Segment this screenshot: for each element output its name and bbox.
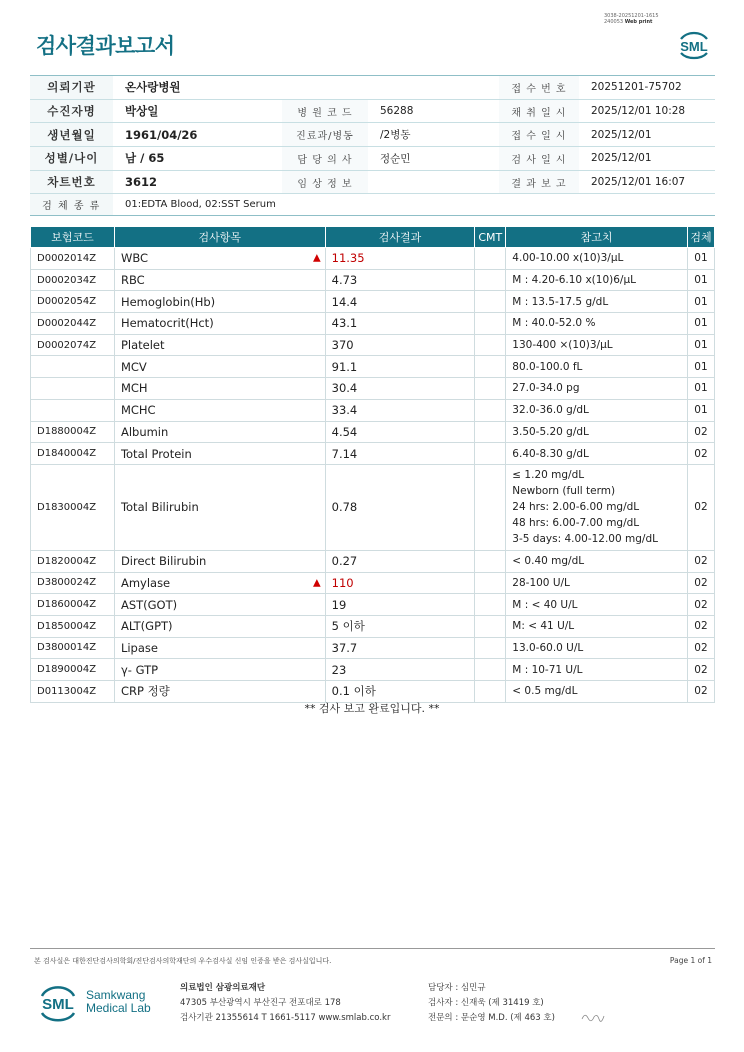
specimen-cell: 01	[687, 399, 714, 421]
reference-range-cell: 4.00-10.00 x(10)3/μL	[506, 248, 688, 270]
cmt-cell	[475, 637, 506, 659]
specimen-cell: 01	[687, 378, 714, 400]
clinical-label: 임 상 정 보	[282, 171, 368, 194]
insurance-code-cell: D0002074Z	[31, 334, 115, 356]
doctor-value: 정순민	[380, 152, 411, 165]
result-value-cell: 0.1 이하	[325, 681, 475, 703]
test-date-value: 2025/12/01	[591, 152, 652, 165]
result-value-cell: 43.1	[325, 313, 475, 335]
cmt-cell	[475, 572, 506, 594]
test-item-cell	[114, 378, 325, 400]
specimen-cell: 02	[687, 637, 714, 659]
test-date-label: 검 사 일 시	[499, 147, 579, 170]
specimen-cell: 01	[687, 334, 714, 356]
report-value: 2025/12/01 16:07	[591, 176, 686, 189]
header-code: 보험코드	[31, 227, 115, 248]
insurance-code-cell	[31, 378, 115, 400]
info-row-dob	[30, 123, 715, 147]
reference-range-cell: 32.0-36.0 g/dL	[506, 399, 688, 421]
result-value-cell: 110	[325, 572, 475, 594]
insurance-code-cell: D1860004Z	[31, 594, 115, 616]
insurance-code-cell: D1830004Z	[31, 464, 115, 550]
cmt-cell	[475, 594, 506, 616]
name-label: 수진자명	[30, 100, 113, 123]
result-value-cell: 4.54	[325, 421, 475, 443]
test-item-name: AST(GOT)	[120, 597, 178, 612]
report-id-line2	[604, 19, 694, 25]
receipt-date-value: 2025/12/01	[591, 128, 652, 141]
test-item-cell	[114, 248, 325, 270]
sex-age-value: 남 / 65	[125, 151, 165, 166]
dob-value: 1961/04/26	[125, 127, 198, 142]
test-item-name: ALT(GPT)	[120, 619, 173, 634]
test-item-cell	[114, 334, 325, 356]
test-item-cell	[114, 550, 325, 572]
table-row	[31, 421, 715, 443]
test-item-name: MCHC	[120, 403, 156, 418]
reference-range-cell: M : 4.20-6.10 x(10)6/μL	[506, 269, 688, 291]
specimen-cell: 02	[687, 615, 714, 637]
table-row	[31, 659, 715, 681]
specimen-cell: 01	[687, 291, 714, 313]
insurance-code-cell: D1880004Z	[31, 421, 115, 443]
footer-divider	[30, 948, 715, 949]
test-item-cell	[114, 269, 325, 291]
cmt-cell	[475, 248, 506, 270]
test-item-name: Hematocrit(Hct)	[120, 316, 214, 331]
table-row	[31, 594, 715, 616]
cmt-cell	[475, 464, 506, 550]
patient-info-table	[30, 75, 715, 216]
header-specimen: 검체	[687, 227, 714, 248]
reference-range-cell: M : < 40 U/L	[506, 594, 688, 616]
insurance-code-cell	[31, 356, 115, 378]
reference-range-cell: M : 13.5-17.5 g/dL	[506, 291, 688, 313]
sml-logo-icon	[675, 26, 713, 62]
test-item-cell	[114, 637, 325, 659]
results-table	[30, 226, 715, 703]
reference-range-cell: M: < 41 U/L	[506, 615, 688, 637]
test-item-name: RBC	[120, 273, 145, 288]
reference-range-cell: < 0.5 mg/dL	[506, 681, 688, 703]
test-item-cell	[114, 421, 325, 443]
specimen-cell: 02	[687, 572, 714, 594]
header-item: 검사항목	[114, 227, 325, 248]
clinical-value	[368, 171, 499, 194]
reference-range-cell: M : 40.0-52.0 %	[506, 313, 688, 335]
sml-footer-logo-icon	[36, 980, 80, 1024]
table-row	[31, 248, 715, 270]
test-item-cell	[114, 356, 325, 378]
cmt-cell	[475, 659, 506, 681]
insurance-code-cell: D0002014Z	[31, 248, 115, 270]
staff-manager: 담당자 : 심민규	[428, 983, 486, 993]
collect-value: 2025/12/01 10:28	[591, 105, 686, 118]
report-id-number: 240053	[604, 19, 624, 25]
info-row-specimen	[30, 194, 715, 216]
reference-line: 48 hrs: 6.00-7.00 mg/dL	[512, 517, 640, 530]
header-result: 검사결과	[325, 227, 475, 248]
table-row	[31, 615, 715, 637]
specimen-cell: 01	[687, 269, 714, 291]
sex-age-label: 성별/나이	[30, 147, 113, 170]
test-item-cell	[114, 659, 325, 681]
reference-range-cell: M : 10-71 U/L	[506, 659, 688, 681]
org-contact: 검사기관 21355614 T 1661-5117 www.smlab.co.kr	[180, 1013, 391, 1023]
report-label: 결 과 보 고	[499, 171, 579, 194]
doctor-label: 담 당 의 사	[282, 147, 368, 170]
table-row	[31, 572, 715, 594]
result-value-cell: 11.35	[325, 248, 475, 270]
high-flag-icon: ▲	[312, 577, 321, 589]
table-row	[31, 378, 715, 400]
chart-value: 3612	[125, 175, 158, 190]
logo-text: SML	[680, 39, 708, 54]
high-flag-icon: ▲	[312, 252, 321, 264]
reference-range-cell: 6.40-8.30 g/dL	[506, 443, 688, 465]
table-row	[31, 443, 715, 465]
test-item-cell	[114, 464, 325, 550]
dob-label: 생년월일	[30, 123, 113, 146]
info-row-hospital	[30, 76, 715, 100]
signature-icon	[580, 1010, 606, 1024]
specimen-cell: 02	[687, 443, 714, 465]
test-item-name: Total Bilirubin	[120, 500, 199, 515]
insurance-code-cell: D1850004Z	[31, 615, 115, 637]
reference-range-cell	[506, 464, 688, 550]
result-value-cell: 23	[325, 659, 475, 681]
hosp-code-value: 56288	[380, 105, 414, 118]
cmt-cell	[475, 681, 506, 703]
collect-label: 채 취 일 시	[499, 100, 579, 123]
test-item-cell	[114, 594, 325, 616]
specimen-label: 검 체 종 류	[30, 194, 113, 215]
specimen-cell: 01	[687, 313, 714, 335]
result-value-cell: 0.27	[325, 550, 475, 572]
table-row	[31, 334, 715, 356]
chart-label: 차트번호	[30, 171, 113, 194]
specimen-cell: 02	[687, 550, 714, 572]
specimen-value: 01:EDTA Blood, 02:SST Serum	[125, 199, 276, 211]
test-item-cell	[114, 572, 325, 594]
insurance-code-cell: D3800024Z	[31, 572, 115, 594]
result-value-cell: 14.4	[325, 291, 475, 313]
table-row	[31, 356, 715, 378]
test-item-name: Amylase	[120, 575, 171, 590]
report-complete-text: ** 검사 보고 완료입니다. **	[304, 702, 440, 715]
result-value-cell: 30.4	[325, 378, 475, 400]
report-id-line1: 3038-20251201-1615	[604, 13, 659, 19]
table-row	[31, 269, 715, 291]
test-item-cell	[114, 615, 325, 637]
cmt-cell	[475, 334, 506, 356]
web-print-label: Web print	[624, 19, 653, 25]
receipt-date-label: 접 수 일 시	[499, 123, 579, 146]
test-item-name: Platelet	[120, 338, 165, 353]
table-row	[31, 399, 715, 421]
specimen-cell: 02	[687, 594, 714, 616]
results-body	[31, 248, 715, 703]
header-cmt: CMT	[475, 227, 506, 248]
specimen-cell: 02	[687, 681, 714, 703]
cmt-cell	[475, 356, 506, 378]
cmt-cell	[475, 421, 506, 443]
insurance-code-cell: D1820004Z	[31, 550, 115, 572]
staff-tester: 검사자 : 신재욱 (제 31419 호)	[428, 998, 544, 1008]
org-name: 의료법인 삼광의료재단	[180, 983, 266, 993]
page-number: Page 1 of 1	[669, 956, 712, 965]
insurance-code-cell: D0002034Z	[31, 269, 115, 291]
cmt-cell	[475, 313, 506, 335]
test-item-name: Direct Bilirubin	[120, 554, 207, 569]
hosp-code-label: 병 원 코 드	[282, 100, 368, 123]
table-row	[31, 550, 715, 572]
receipt-no-label: 접 수 번 호	[499, 76, 579, 99]
results-header-row	[31, 227, 715, 248]
report-id-code	[604, 13, 694, 25]
result-value-cell: 370	[325, 334, 475, 356]
cmt-cell	[475, 269, 506, 291]
test-item-name: Albumin	[120, 424, 169, 439]
hospital-label: 의뢰기관	[30, 76, 113, 99]
dept-value: /2병동	[380, 129, 411, 142]
cmt-cell	[475, 378, 506, 400]
specimen-cell: 01	[687, 248, 714, 270]
test-item-cell	[114, 313, 325, 335]
insurance-code-cell: D0002044Z	[31, 313, 115, 335]
table-row	[31, 464, 715, 550]
receipt-no-value: 20251201-75702	[591, 81, 682, 94]
cmt-cell	[475, 399, 506, 421]
test-item-name: Hemoglobin(Hb)	[120, 294, 216, 309]
reference-line: 3-5 days: 4.00-12.00 mg/dL	[512, 533, 658, 546]
result-value-cell: 37.7	[325, 637, 475, 659]
info-row-chart	[30, 171, 715, 195]
footer-logo-text: SML	[42, 996, 74, 1013]
test-item-cell	[114, 443, 325, 465]
insurance-code-cell: D3800014Z	[31, 637, 115, 659]
reference-range-cell: < 0.40 mg/dL	[506, 550, 688, 572]
dept-label: 진료과/병동	[282, 123, 368, 146]
result-value-cell: 5 이하	[325, 615, 475, 637]
test-item-name: MCV	[120, 359, 147, 374]
result-value-cell: 7.14	[325, 443, 475, 465]
table-row	[31, 637, 715, 659]
result-value-cell: 33.4	[325, 399, 475, 421]
page-title: 검사결과보고서	[36, 34, 175, 58]
cmt-cell	[475, 291, 506, 313]
insurance-code-cell: D1890004Z	[31, 659, 115, 681]
test-item-cell	[114, 399, 325, 421]
test-item-name: MCH	[120, 381, 148, 396]
test-item-cell	[114, 291, 325, 313]
reference-line: 24 hrs: 2.00-6.00 mg/dL	[512, 501, 640, 514]
insurance-code-cell	[31, 399, 115, 421]
table-row	[31, 681, 715, 703]
insurance-code-cell: D1840004Z	[31, 443, 115, 465]
specimen-cell: 02	[687, 464, 714, 550]
test-item-name: CRP 정량	[120, 684, 170, 699]
test-item-cell	[114, 681, 325, 703]
org-address: 47305 부산광역시 부산진구 전포대로 178	[180, 998, 341, 1008]
result-value-cell: 0.78	[325, 464, 475, 550]
test-item-name: γ- GTP	[120, 662, 159, 677]
reference-range-cell: 27.0-34.0 pg	[506, 378, 688, 400]
cmt-cell	[475, 550, 506, 572]
specimen-cell: 02	[687, 659, 714, 681]
table-row	[31, 313, 715, 335]
table-row	[31, 291, 715, 313]
footer-brand	[86, 989, 151, 1015]
footer-organization	[180, 981, 390, 1026]
insurance-code-cell: D0002054Z	[31, 291, 115, 313]
staff-specialist: 전문의 : 문순영 M.D. (제 463 호)	[428, 1013, 555, 1023]
reference-range-cell: 80.0-100.0 fL	[506, 356, 688, 378]
reference-range-cell: 28-100 U/L	[506, 572, 688, 594]
specimen-cell: 02	[687, 421, 714, 443]
reference-line: Newborn (full term)	[512, 485, 616, 498]
test-item-name: Total Protein	[120, 446, 192, 461]
footer-staff	[428, 981, 555, 1026]
header-ref: 참고치	[506, 227, 688, 248]
test-item-name: WBC	[120, 251, 149, 266]
insurance-code-cell: D0113004Z	[31, 681, 115, 703]
reference-range-cell: 13.0-60.0 U/L	[506, 637, 688, 659]
result-value-cell: 19	[325, 594, 475, 616]
accreditation-note: 본 검사실은 대한진단검사의학회/진단검사의학재단의 우수검사실 신임 인증을 받은 검사실입니다.	[34, 957, 332, 965]
brand-line2: Medical Lab	[86, 1001, 151, 1015]
info-row-sex-age	[30, 147, 715, 171]
hospital-value: 온사랑병원	[125, 80, 181, 95]
result-value-cell: 4.73	[325, 269, 475, 291]
cmt-cell	[475, 443, 506, 465]
name-value: 박상일	[125, 104, 159, 119]
test-item-name: Lipase	[120, 640, 158, 655]
brand-line1: Samkwang	[86, 988, 146, 1002]
cmt-cell	[475, 615, 506, 637]
reference-range-cell: 130-400 ×(10)3/μL	[506, 334, 688, 356]
result-value-cell: 91.1	[325, 356, 475, 378]
specimen-cell: 01	[687, 356, 714, 378]
reference-range-cell: 3.50-5.20 g/dL	[506, 421, 688, 443]
reference-line: ≤ 1.20 mg/dL	[512, 469, 585, 482]
info-row-name	[30, 100, 715, 124]
